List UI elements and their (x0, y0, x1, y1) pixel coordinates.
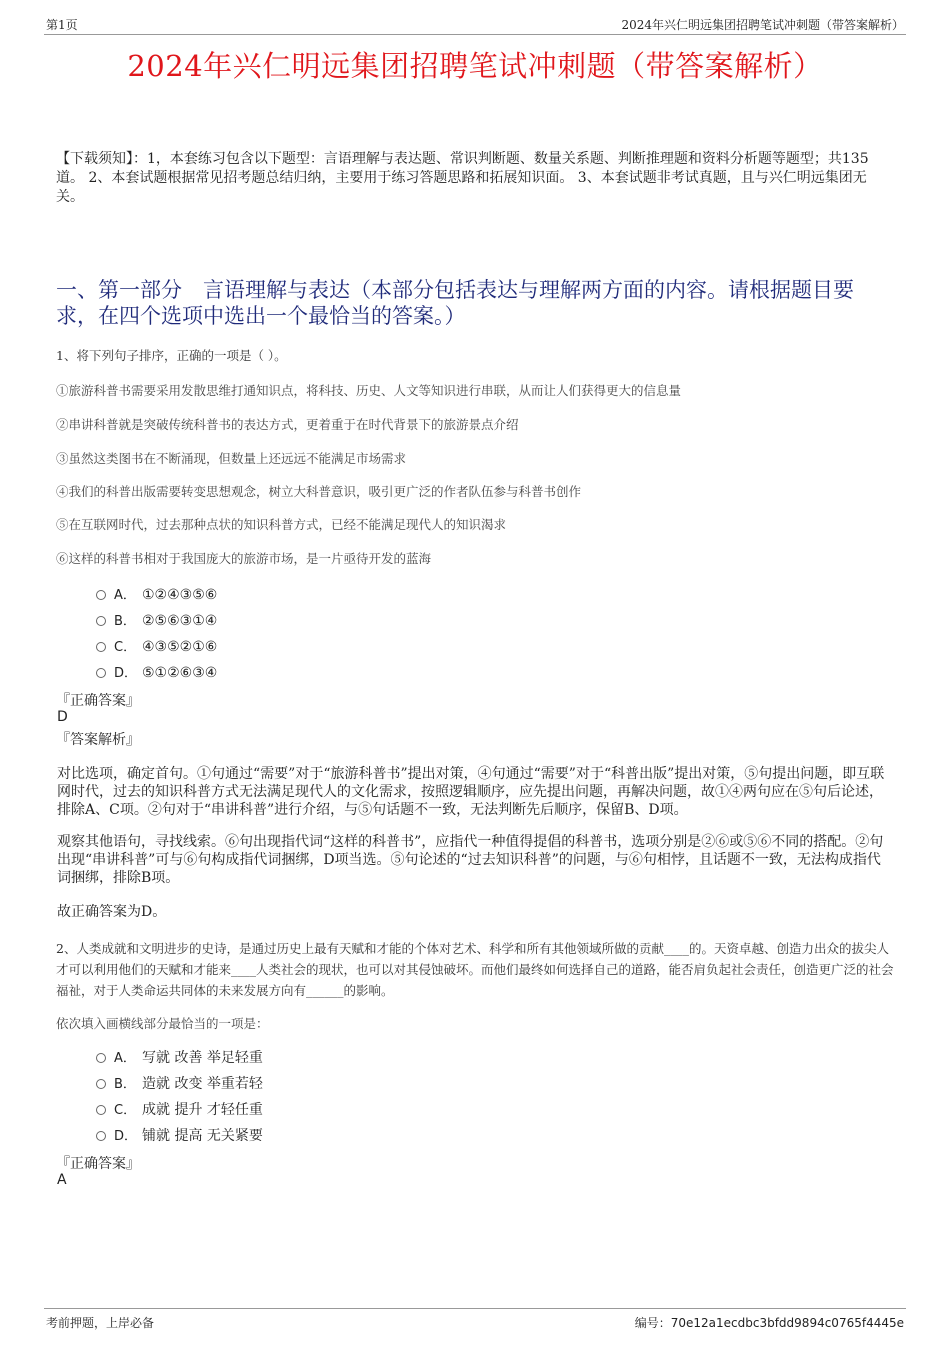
page-footer (44, 1308, 906, 1333)
download-notice: 【下载须知】：1，本套练习包含以下题型：言语理解与表达题、常识判断题、数量关系题、判断推理题和资料分析题等题型；共135道。 2、本套试题根据常见招考题总结归纳，主要用于练习答题思路和拓展知识面。 3、本套试题非考试真题，且与兴仁明远集团无关。 (56, 151, 869, 205)
radio-button[interactable] (96, 590, 106, 600)
q1-analysis-para-2: 观察其他语句，寻找线索。⑥句出现指代词“这样的科普书”，应指代一种值得提倡的科普书，选项分别是②⑥或⑤⑥不同的搭配。②句出现“串讲科普”可与⑥句构成指代词捆绑，D项当选。⑤句论述的“过去知识科普”的问题，与⑥句相悖，且话题不一致，无法构成指代词捆绑，排除B项。 (57, 834, 884, 886)
q1-sentence-5: ⑤在互联网时代，过去那种点状的知识科普方式，已经不能满足现代人的知识渴求 (56, 517, 507, 532)
q1-choice-b[interactable]: B． ②⑤⑥③①④ (96, 610, 217, 629)
section-title: 一、第一部分 言语理解与表达（本部分包括表达与理解两方面的内容。请根据题目要求，在四个选项中选出一个最恰当的答案。） (56, 278, 854, 328)
q2-choice-c[interactable]: C． 成就 提升 才轻任重 (96, 1099, 263, 1119)
q1-analysis-para-3: 故正确答案为D。 (57, 904, 167, 920)
page-title: 2024年兴仁明远集团招聘笔试冲刺题（带答案解析） (127, 49, 823, 83)
q1-sentence-2: ②串讲科普就是突破传统科普书的表达方式，更着重于在时代背景下的旅游景点介绍 (56, 417, 519, 432)
q1-sentence-1: ①旅游科普书需要采用发散思维打通知识点，将科技、历史、人文等知识进行串联，从而让人们获得更大的信息量 (56, 383, 682, 398)
q1-sentence-3: ③虽然这类图书在不断涌现，但数量上还远远不能满足市场需求 (56, 451, 407, 466)
q1-analysis-label: 『答案解析』 (56, 732, 140, 748)
radio-button[interactable] (96, 1079, 106, 1089)
q1-analysis-para-1: 对比选项，确定首句。①句通过“需要”对于“旅游科普书”提出对策，④句通过“需要”对于“科普出版”提出对策，⑤句提出问题，即互联网时代，过去的知识科普方式无法满足现代人的文化需求，按照逻辑顺序，应先提出问题，再解决问题，故①④两句应在⑤句后论述，排除A、C项。②句对于“串讲科普”进行介绍，与⑤句话题不一致，无法判断先后顺序，保留B、D项。 (57, 766, 885, 818)
radio-button[interactable] (96, 668, 106, 678)
q2-choice-d[interactable]: D． 铺就 提高 无关紧要 (96, 1125, 263, 1145)
q1-answer-label: 『正确答案』 (56, 693, 140, 709)
radio-button[interactable] (96, 616, 106, 626)
radio-button[interactable] (96, 642, 106, 652)
q2-choice-a[interactable]: A． 写就 改善 举足轻重 (96, 1047, 263, 1067)
q2-answer-label: 『正确答案』 (56, 1156, 140, 1172)
q2-stem: 2、人类成就和文明进步的史诗，是通过历史上最有天赋和才能的个体对艺术、科学和所有其他领域所做的贡献____的。天资卓越、创造力出众的拔尖人才可以利用他们的天赋和才能来____人类社会的现状，也可以对其侵蚀破坏。而他们最终如何选择自己的道路，能否肩负起社会责任，创造更广泛的社会福祉，对于人类命运共同体的未来发展方向有______的影响。 (56, 941, 894, 998)
q1-answer: D (57, 709, 68, 725)
footer-slogan: 考前押题，上岸必备 (46, 1316, 155, 1330)
q1-stem: 1、将下列句子排序，正确的一项是（ ）。 (56, 348, 287, 363)
q1-choice-a[interactable]: A． ①②④③⑤⑥ (96, 584, 217, 603)
page-number: 第1页 (46, 18, 78, 32)
radio-button[interactable] (96, 1131, 106, 1141)
q2-prompt: 依次填入画横线部分最恰当的一项是： (56, 1016, 269, 1031)
q1-choice-d[interactable]: D． ⑤①②⑥③④ (96, 662, 217, 681)
page-header (44, 14, 906, 35)
radio-button[interactable] (96, 1105, 106, 1115)
radio-button[interactable] (96, 1053, 106, 1063)
q2-answer: A (57, 1172, 67, 1188)
q1-choice-c[interactable]: C． ④③⑤②①⑥ (96, 636, 217, 655)
q2-choice-b[interactable]: B． 造就 改变 举重若轻 (96, 1073, 263, 1093)
q1-sentence-6: ⑥这样的科普书相对于我国庞大的旅游市场，是一片亟待开发的蓝海 (56, 551, 432, 566)
q1-sentence-4: ④我们的科普出版需要转变思想观念，树立大科普意识，吸引更广泛的作者队伍参与科普书创作 (56, 484, 582, 499)
footer-code: 编号：70e12a1ecdbc3bfdd9894c0765f4445e (634, 1316, 904, 1330)
header-doc-title: 2024年兴仁明远集团招聘笔试冲刺题（带答案解析） (621, 18, 904, 32)
